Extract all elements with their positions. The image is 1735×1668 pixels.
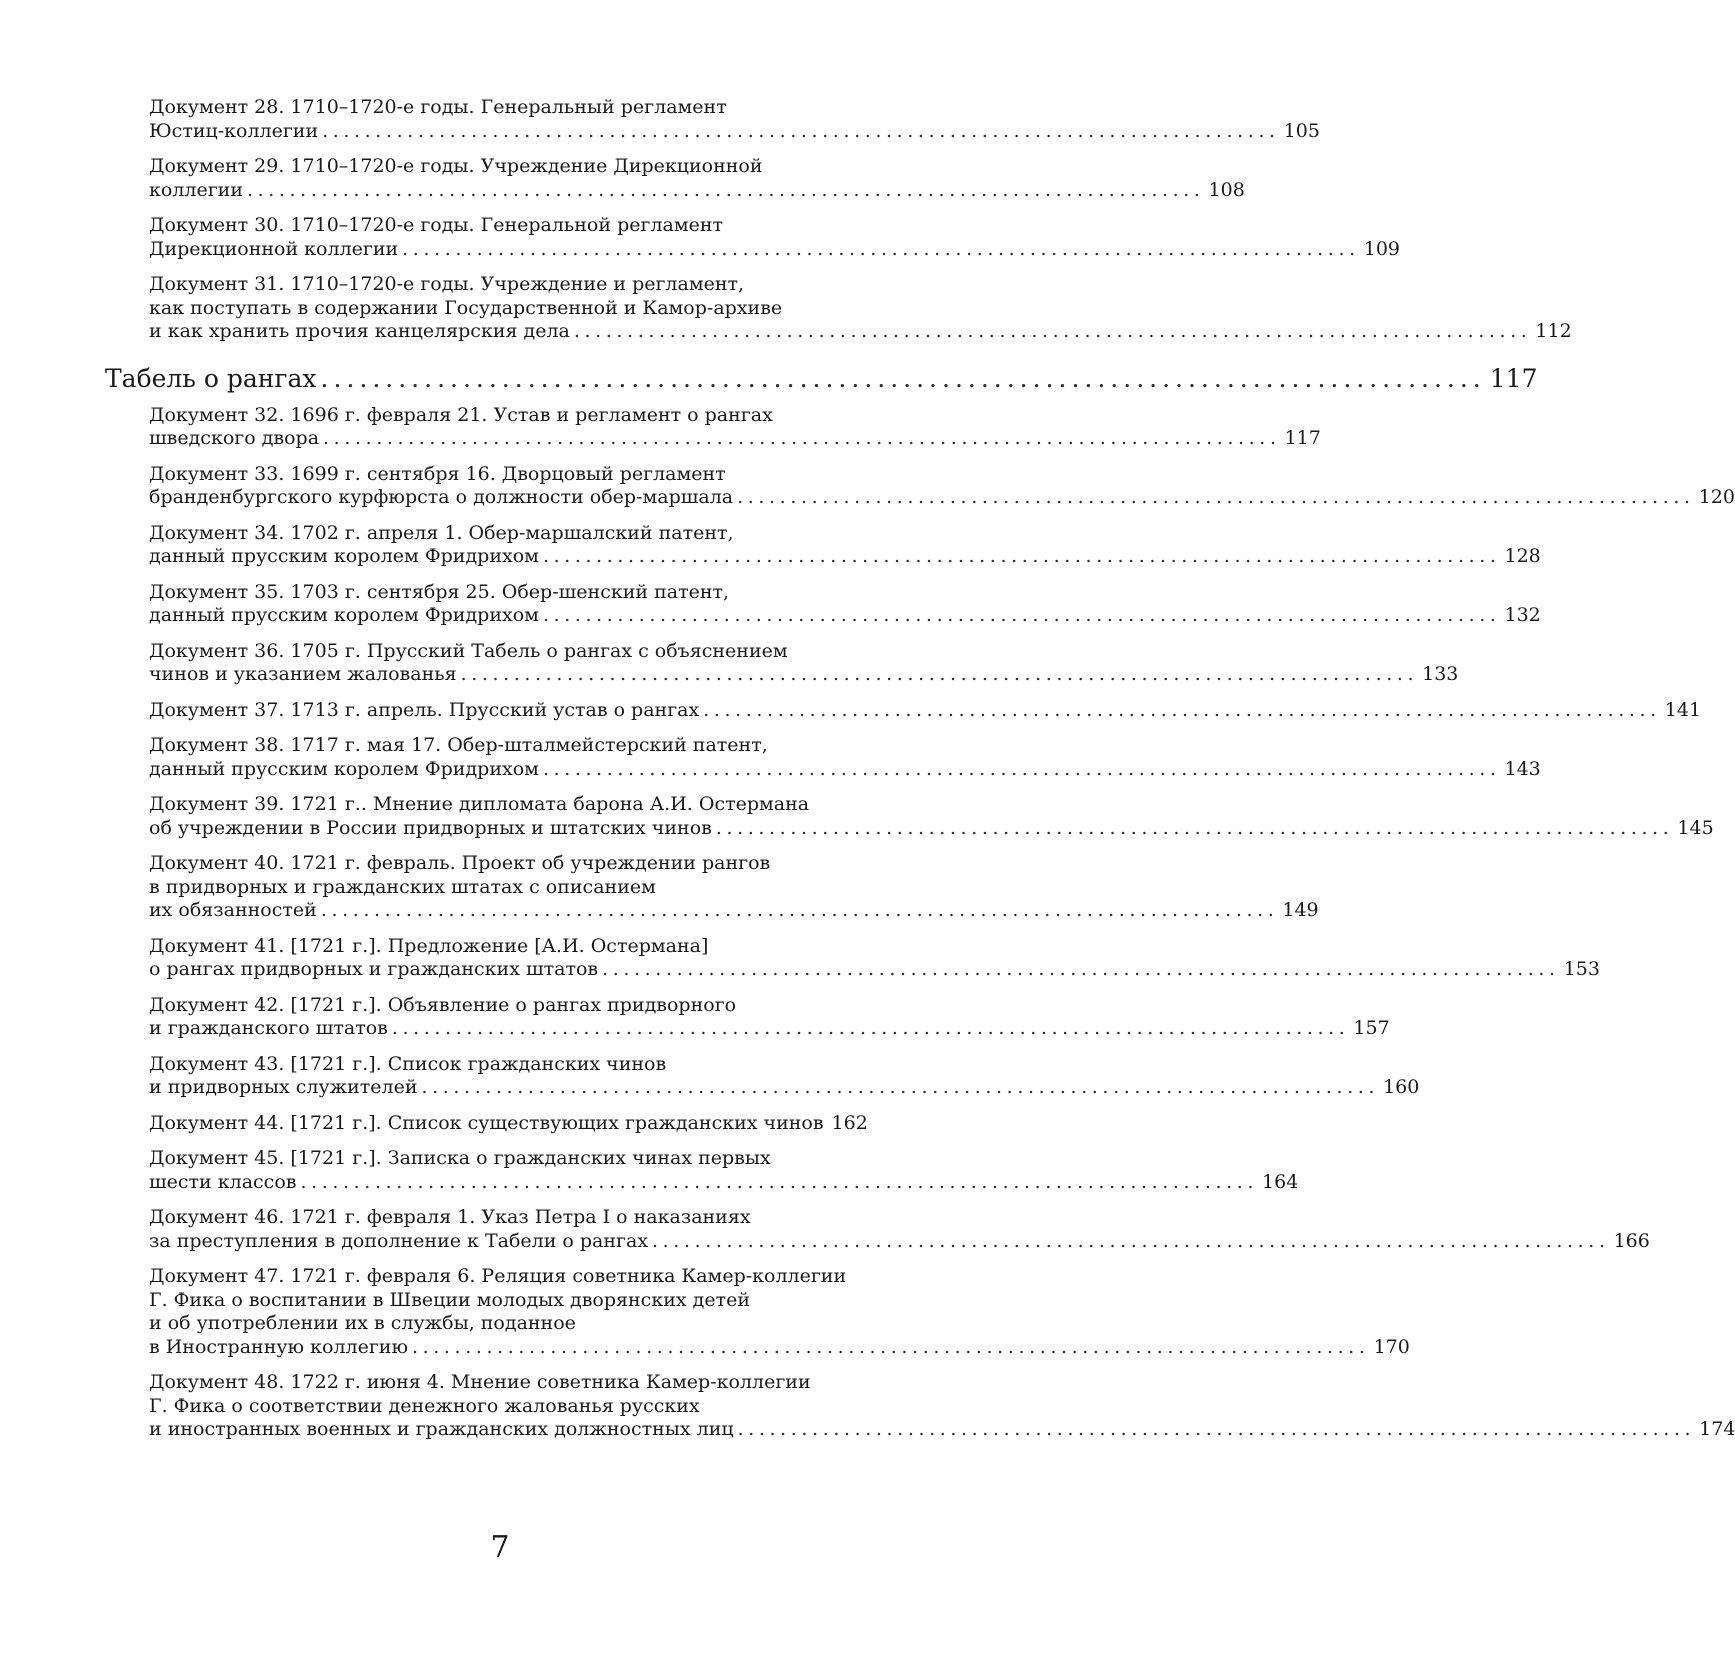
toc-entry — [149, 521, 1541, 569]
entry-line: Документ 32. 1696 г. февраля 21. Устав и регламент о рангах — [149, 403, 773, 426]
dot-leader: .......................................................................................... — [715, 816, 1674, 839]
dot-leader: .......................................................................................... — [460, 663, 1419, 685]
toc-entry — [149, 96, 1320, 143]
toc-entry — [149, 934, 1600, 982]
entry-line: Документ 35. 1703 г. сентября 25. Обер-шенский патент, — [149, 580, 730, 603]
dot-leader: .......................................................................................... — [737, 486, 1695, 508]
entry-last-line — [149, 698, 1702, 723]
entry-page-number: 108 — [1208, 178, 1245, 201]
entry-line: Документ 30. 1710–1720-е годы. Генеральной регламент — [149, 214, 724, 236]
entry-page-number: 160 — [1383, 1076, 1420, 1098]
entry-line: Г. Фика о воспитании в Швеции молодых дворянских детей — [149, 1288, 750, 1311]
toc-entry — [149, 1206, 1650, 1253]
entry-line: Документ 38. 1717 г. мая 17. Обер-шталмейстерский патент, — [149, 734, 768, 756]
entry-page-number: 112 — [1535, 320, 1572, 342]
entry-page-number: 132 — [1504, 604, 1541, 626]
entry-last-line — [149, 1111, 868, 1136]
dot-leader: .......................................................................................... — [602, 958, 1560, 980]
entry-text: их обязанностей — [149, 899, 317, 921]
entry-last-line — [149, 119, 1320, 144]
entry-last-line — [149, 545, 1541, 569]
table-of-contents — [105, 96, 1735, 1454]
entry-page-number: 143 — [1504, 757, 1541, 780]
dot-leader: .......................................................................................... — [320, 363, 1486, 393]
entry-page-number: 149 — [1282, 899, 1319, 921]
entry-line: Документ 31. 1710–1720-е годы. Учреждение и регламент, — [149, 273, 745, 295]
toc-entry — [149, 273, 1572, 344]
entry-line: и об употреблении их в службы, поданное — [149, 1312, 576, 1334]
entry-text: чинов и указанием жалованья — [149, 663, 457, 685]
dot-leader: .......................................................................................... — [573, 320, 1532, 342]
toc-section-heading — [105, 363, 1538, 394]
toc-entry — [149, 734, 1541, 781]
entry-text: данный прусским королем Фридрихом — [149, 545, 539, 567]
entry-last-line — [149, 757, 1541, 782]
section-page-number: 117 — [1489, 363, 1538, 393]
dot-leader: .......................................................................................... — [703, 698, 1661, 721]
dot-leader: .......................................................................................... — [300, 1170, 1259, 1193]
entry-line: Документ 42. [1721 г.]. Объявление о рангах придворного — [149, 993, 737, 1016]
entry-text: бранденбургского курфюрста о должности обер-маршала — [149, 486, 734, 508]
entry-text: шести классов — [149, 1170, 297, 1193]
entry-line: Документ 36. 1705 г. Прусский Табель о рангах с объяснением — [149, 639, 788, 662]
entry-last-line — [149, 237, 1400, 262]
dot-leader: .......................................................................................... — [737, 1418, 1696, 1440]
entry-text: шведского двора — [149, 427, 320, 449]
entry-page-number: 133 — [1422, 663, 1459, 685]
entry-text: об учреждении в России придворных и штатских чинов — [149, 816, 712, 839]
entry-text: и иностранных военных и гражданских должностных лиц — [149, 1418, 734, 1440]
entry-text: Юстиц-коллегии — [149, 119, 319, 142]
entry-last-line — [149, 899, 1319, 923]
entry-text: о рангах придворных и гражданских штатов — [149, 958, 599, 980]
entry-text: в Иностранную коллегию — [149, 1335, 408, 1358]
entry-page-number: 174 — [1699, 1418, 1735, 1440]
dot-leader: .......................................................................................... — [412, 1335, 1370, 1358]
dot-leader: .......................................................................................... — [542, 604, 1501, 626]
toc-entry — [149, 1052, 1420, 1100]
entry-last-line — [149, 1418, 1735, 1442]
entry-page-number: 145 — [1677, 816, 1714, 839]
entry-text: данный прусским королем Фридрихом — [149, 604, 539, 626]
entry-line: в придворных и гражданских штатах с описанием — [149, 875, 656, 898]
toc-entry — [149, 793, 1714, 840]
entry-last-line — [149, 663, 1459, 687]
toc-entry — [149, 852, 1319, 923]
entry-last-line — [149, 1335, 1410, 1360]
entry-line: Документ 45. [1721 г.]. Записка о гражданских чинах первых — [149, 1147, 771, 1169]
toc-entry — [149, 1147, 1299, 1194]
entry-last-line — [149, 320, 1572, 344]
toc-entry — [149, 462, 1735, 510]
entry-text: данный прусским королем Фридрихом — [149, 757, 539, 780]
entry-last-line — [149, 1229, 1650, 1254]
entry-last-line — [149, 178, 1245, 203]
entry-page-number: 109 — [1363, 237, 1400, 260]
entry-text: и как хранить прочия канцелярския дела — [149, 320, 570, 342]
entry-page-number: 105 — [1283, 119, 1320, 142]
toc-entry — [149, 993, 1390, 1041]
entry-page-number: 128 — [1504, 545, 1541, 567]
entry-last-line — [149, 1076, 1420, 1100]
entry-text: Дирекционной коллегии — [149, 237, 399, 260]
toc-entry — [149, 639, 1459, 687]
dot-leader: .......................................................................................... — [391, 1017, 1350, 1039]
entry-page-number: 162 — [831, 1111, 868, 1134]
toc-entry — [149, 698, 1702, 723]
toc-group-after — [105, 403, 1735, 1442]
entry-page-number: 153 — [1563, 958, 1600, 980]
dot-leader: .......................................................................................... — [652, 1229, 1610, 1252]
dot-leader: .......................................................................................... — [322, 119, 1280, 142]
dot-leader: .......................................................................................... — [246, 178, 1205, 201]
entry-page-number: 170 — [1373, 1335, 1410, 1358]
entry-line: Документ 40. 1721 г. февраль. Проект об учреждении рангов — [149, 852, 771, 874]
toc-entry — [149, 580, 1541, 628]
entry-text: Документ 37. 1713 г. апрель. Прусский устав о рангах — [149, 698, 700, 721]
entry-text: Документ 44. [1721 г.]. Список существующих гражданских чинов — [149, 1111, 824, 1134]
entry-last-line — [149, 486, 1735, 510]
entry-line: Документ 28. 1710–1720-е годы. Генеральный регламент — [149, 96, 727, 118]
entry-last-line — [149, 604, 1541, 628]
entry-text: и гражданского штатов — [149, 1017, 388, 1039]
entry-page-number: 141 — [1664, 698, 1702, 721]
toc-entry — [149, 1111, 868, 1136]
entry-line: Документ 41. [1721 г.]. Предложение [А.И. Остермана] — [149, 934, 709, 957]
dot-leader: .......................................................................................... — [323, 427, 1281, 449]
entry-line: как поступать в содержании Государственной и Камор-архиве — [149, 296, 783, 319]
toc-group-before — [105, 96, 1572, 344]
entry-last-line — [149, 816, 1714, 841]
toc-entry — [149, 403, 1321, 451]
entry-page-number: 120 — [1698, 486, 1735, 508]
entry-last-line — [149, 1170, 1299, 1195]
dot-leader: .......................................................................................... — [402, 237, 1360, 260]
entry-page-number: 157 — [1353, 1017, 1390, 1039]
entry-line: Документ 33. 1699 г. сентября 16. Дворцовый регламент — [149, 462, 726, 485]
dot-leader: .......................................................................................... — [542, 757, 1501, 780]
entry-line: Документ 48. 1722 г. июня 4. Мнение советника Камер-коллегии — [149, 1371, 811, 1393]
entry-text: за преступления в дополнение к Табели о рангах — [149, 1229, 649, 1252]
entry-text: и придворных служителей — [149, 1076, 418, 1098]
entry-line: Документ 43. [1721 г.]. Список гражданских чинов — [149, 1052, 667, 1075]
toc-entry — [149, 214, 1400, 261]
entry-line: Документ 46. 1721 г. февраля 1. Указ Петра I о наказаниях — [149, 1206, 751, 1228]
page-number: 7 — [490, 1530, 510, 1565]
dot-leader: .......................................................................................... — [542, 545, 1501, 567]
toc-entry — [149, 1265, 1410, 1359]
entry-last-line — [149, 958, 1600, 982]
entry-page-number: 117 — [1284, 427, 1321, 449]
entry-line: Документ 29. 1710–1720-е годы. Учреждение Дирекционной — [149, 155, 763, 177]
dot-leader: .......................................................................................... — [320, 899, 1279, 921]
dot-leader: .......................................................................................... — [421, 1076, 1380, 1098]
entry-page-number: 164 — [1262, 1170, 1299, 1193]
toc-entry — [149, 1371, 1735, 1442]
entry-line: Г. Фика о соответствии денежного жалованья русских — [149, 1394, 700, 1417]
entry-text: коллегии — [149, 178, 243, 201]
entry-page-number: 166 — [1613, 1229, 1650, 1252]
entry-last-line — [149, 1017, 1390, 1041]
entry-last-line — [149, 427, 1321, 451]
entry-line: Документ 34. 1702 г. апреля 1. Обер-маршалский патент, — [149, 521, 734, 544]
section-title: Табель о рангах — [105, 363, 317, 393]
entry-line: Документ 39. 1721 г.. Мнение дипломата барона А.И. Остермана — [149, 793, 810, 815]
toc-entry — [149, 155, 1245, 202]
entry-line: Документ 47. 1721 г. февраля 6. Реляция советника Камер-коллегии — [149, 1265, 847, 1287]
